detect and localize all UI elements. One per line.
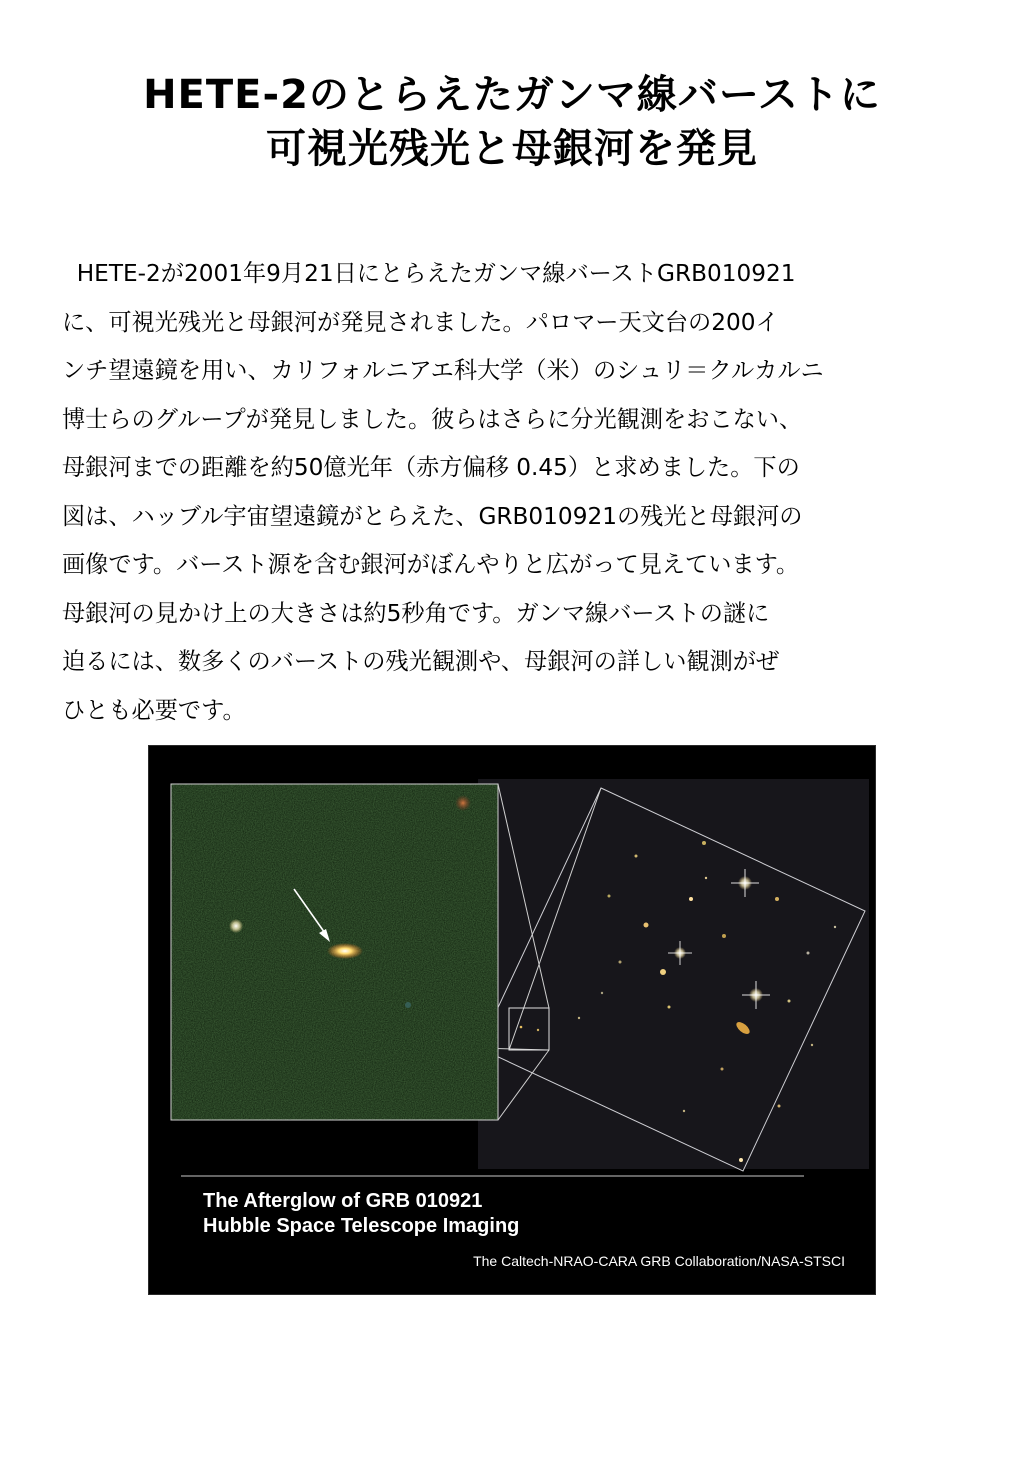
title-line-2: 可視光残光と母銀河を発見 (266, 126, 758, 172)
article-paragraph (62, 250, 962, 735)
title-line-1: HETE-2のとらえたガンマ線バーストに (143, 72, 881, 118)
paragraph-line: 迫るには、数多くのバーストの残光観測や、母銀河の詳しい観測がぜ (62, 648, 780, 675)
page-title (0, 68, 1024, 176)
figure-credit: The Caltech-NRAO-CARA GRB Collaboration/NASA-STSCI (473, 1253, 845, 1269)
paragraph-line: ンチ望遠鏡を用い、カリフォルニアエ科大学（米）のシュリ＝クルカルニ (62, 357, 824, 384)
figure-caption (203, 1189, 519, 1239)
paragraph-line: 図は、ハッブル宇宙望遠鏡がとらえた、GRB010921の残光と母銀河の (62, 502, 803, 530)
hubble-image-figure (148, 745, 876, 1295)
full-field-panel (478, 779, 869, 1169)
paragraph-line: 博士らのグループが発見しました。彼らはさらに分光観測をおこない、 (62, 405, 803, 433)
paragraph-line: 母銀河の見かけ上の大きさは約5秒角です。ガンマ線バーストの謎に (62, 599, 770, 627)
paragraph-line: 画像です。バースト源を含む銀河がぼんやりと広がって見えています。 (62, 551, 800, 578)
paragraph-line: HETE-2が2001年9月21日にとらえたガンマ線バーストGRB010921 (62, 260, 796, 287)
figure-caption-line-2: Hubble Space Telescope Imaging (203, 1215, 520, 1237)
paragraph-line: に、可視光残光と母銀河が発見されました。パロマー天文台の200イ (62, 308, 779, 336)
figure-caption-line-1: The Afterglow of GRB 010921 (203, 1190, 483, 1212)
afterglow-host-galaxy (327, 943, 363, 959)
paragraph-line: 母銀河までの距離を約50億光年（赤方偏移 0.45）と求めました。下の (62, 454, 800, 481)
paragraph-line: ひとも必要です。 (62, 696, 246, 724)
